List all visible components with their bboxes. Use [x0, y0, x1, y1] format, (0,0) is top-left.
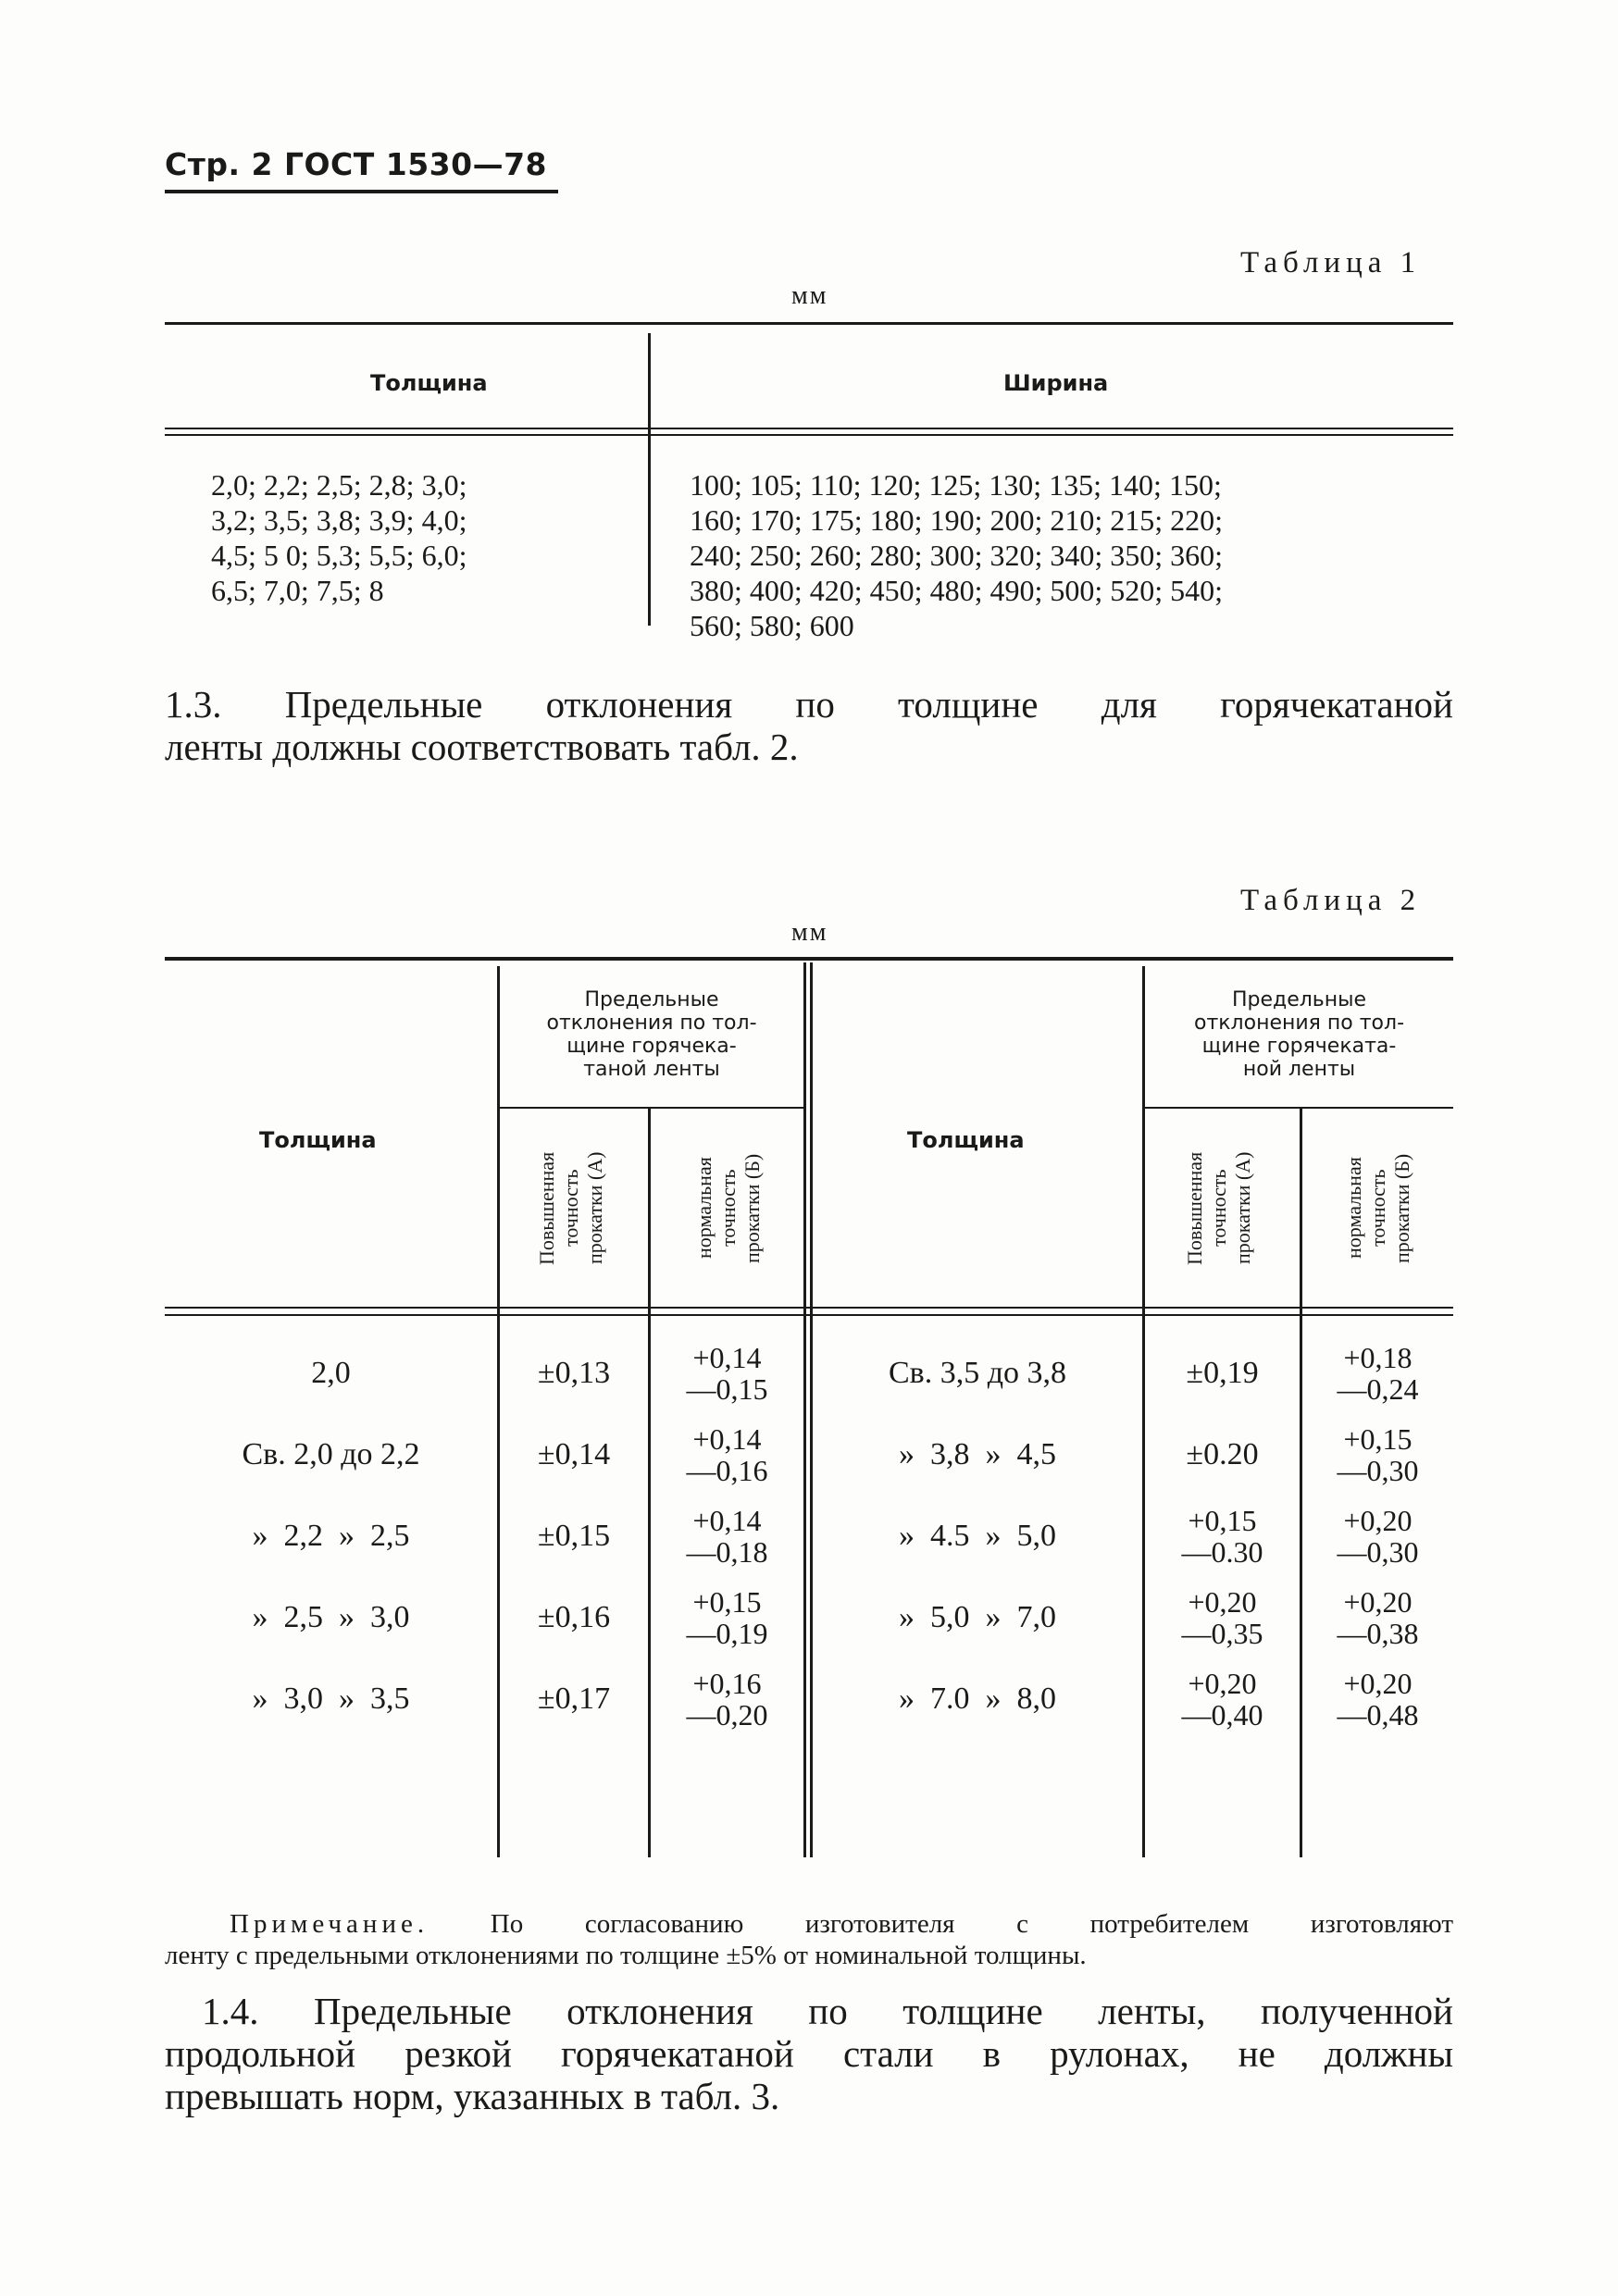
table2-cell-b-plus: +0,14	[692, 1422, 762, 1456]
table2-cell-b	[1302, 1423, 1453, 1505]
paragraph-1-4-line: продольной резкой горячекатаной стали в рулонах, не должны	[165, 2032, 1453, 2075]
table2-header-thickness-right: Толщина	[907, 1127, 1025, 1153]
table1-width-line: 380; 400; 420; 450; 480; 490; 500; 520; 540;	[690, 574, 1224, 607]
table2-right-b-column	[1302, 1342, 1453, 1749]
table1-top-rule	[165, 322, 1453, 325]
table2-cell-b	[1302, 1668, 1453, 1749]
table2-group-rule	[500, 1107, 803, 1109]
table2-header-rule-b	[165, 1314, 1453, 1316]
table2-left-b-column	[651, 1342, 803, 1749]
table2-left-a-column	[500, 1333, 648, 1740]
table2-unit: мм	[791, 918, 828, 947]
table2-cell-b	[651, 1423, 803, 1505]
table2-cell-b-minus: —0,38	[1337, 1617, 1419, 1650]
table2-cell-b	[651, 1342, 803, 1423]
paragraph-1-4-line: превышать норм, указанных в табл. 3.	[165, 2075, 780, 2117]
table1-width-values	[690, 467, 1223, 643]
table2-group-header-right: Предельные отклонения по тол- щине горячеката- ной ленты	[1193, 988, 1405, 1081]
header-rule	[165, 190, 558, 193]
table2-cell-a: ±0,16	[537, 1600, 611, 1634]
table2-cell-thickness: » 4.5 » 5,0	[899, 1519, 1056, 1553]
table2-cell-b-plus: +0,16	[692, 1667, 762, 1700]
table2-subheader-a-right: Повышенная точность прокатки (А)	[1183, 1151, 1254, 1265]
table2-cell-b-minus: —0,30	[1337, 1454, 1419, 1487]
table2-subheader-a-left: Повышенная точность прокатки (А)	[535, 1151, 606, 1265]
table2-cell-b	[1302, 1342, 1453, 1423]
table2-cell-a-plus: +0,15	[1188, 1504, 1257, 1537]
table1-unit: мм	[791, 281, 828, 310]
table2-cell-b-minus: —0,15	[686, 1372, 768, 1406]
paragraph-1-4-line: 1.4. Предельные отклонения по толщине ленты, полученной	[202, 1990, 1453, 2032]
table2-cell-a-minus: —0,40	[1181, 1698, 1263, 1731]
paragraph-1-3	[165, 683, 1453, 768]
table2-cell-a	[1145, 1577, 1300, 1658]
table2-cell-thickness: » 3,0 » 3,5	[252, 1682, 410, 1716]
table2-cell-b-plus: +0,20	[1343, 1585, 1413, 1619]
table2-cell-b	[651, 1668, 803, 1749]
note-line: ленту с предельными отклонениями по толщине ±5% от номинальной толщины.	[165, 1941, 1087, 1970]
table1-header-rule-a	[165, 428, 1453, 429]
table1-caption: Таблица 1	[1240, 246, 1422, 279]
table1-width-line: 240; 250; 260; 280; 300; 320; 340; 350; 360;	[690, 539, 1224, 572]
table2-cell-b-minus: —0,24	[1337, 1372, 1419, 1406]
table2-subheader-b-left: нормальная точность прокатки (Б)	[692, 1153, 764, 1263]
table2-right-a-column	[1145, 1333, 1300, 1740]
table2-group-header-left: Предельные отклонения по тол- щине горячека- таной ленты	[546, 988, 757, 1081]
table1-thickness-line: 3,2; 3,5; 3,8; 3,9; 4,0;	[211, 503, 467, 537]
table2-cell-thickness: » 3,8 » 4,5	[899, 1437, 1056, 1471]
table2-vline	[803, 962, 806, 1857]
table2-cell-thickness: 2,0	[311, 1356, 351, 1390]
table2-cell-thickness: » 2,5 » 3,0	[252, 1600, 410, 1634]
table1-header-rule-b	[165, 434, 1453, 436]
table2-cell-thickness: Св. 3,5 до 3,8	[888, 1356, 1067, 1390]
table2-cell-a-minus: —0,35	[1181, 1617, 1263, 1650]
table2-cell-b	[1302, 1505, 1453, 1586]
table2-cell-thickness: » 7.0 » 8,0	[899, 1682, 1056, 1716]
table1-width-line: 560; 580; 600	[690, 609, 854, 642]
table2-cell-b-minus: —0,18	[686, 1535, 768, 1569]
paragraph-1-4	[165, 1990, 1453, 2117]
table2-cell-b-minus: —0,48	[1337, 1698, 1419, 1731]
note-text: По согласованию изготовителя с потребителем изготовляют	[490, 1909, 1453, 1939]
table2-group-rule	[1145, 1107, 1453, 1109]
table2-cell-a: ±0,15	[537, 1519, 611, 1553]
table1-header-thickness: Толщина	[370, 370, 488, 396]
table2-cell-b-minus: —0,20	[686, 1698, 768, 1731]
table2-cell-b	[651, 1586, 803, 1668]
table2-cell-b-plus: +0,14	[692, 1504, 762, 1537]
table2-cell-a: ±0,19	[1186, 1356, 1259, 1390]
table2-cell-b-plus: +0,20	[1343, 1504, 1413, 1537]
table2-caption: Таблица 2	[1240, 884, 1422, 917]
table2-subheader-b-right: нормальная точность прокатки (Б)	[1342, 1153, 1413, 1263]
table2-cell-thickness: » 2,2 » 2,5	[252, 1519, 410, 1553]
paragraph-1-3-line: ленты должны соответствовать табл. 2.	[165, 726, 799, 768]
table2-left-thickness-column	[165, 1333, 497, 1740]
table2-cell-a: ±0,13	[537, 1356, 611, 1390]
table2-cell-thickness: » 5,0 » 7,0	[899, 1600, 1056, 1634]
table2-top-rule	[165, 957, 1453, 961]
table2-cell-a: ±0,17	[537, 1682, 611, 1716]
table1-header-width: Ширина	[1003, 370, 1109, 396]
table2-cell-b-minus: —0,16	[686, 1454, 768, 1487]
table2-header-rule-a	[165, 1307, 1453, 1309]
note-label: Примечание.	[230, 1909, 429, 1939]
table1-thickness-line: 2,0; 2,2; 2,5; 2,8; 3,0;	[211, 468, 467, 502]
table2-cell-b-plus: +0,15	[1343, 1422, 1413, 1456]
table1-thickness-line: 4,5; 5 0; 5,3; 5,5; 6,0;	[211, 539, 467, 572]
table2-cell-b-plus: +0,18	[1343, 1341, 1413, 1374]
note-line	[165, 1908, 1453, 1940]
table2-cell-b-plus: +0,20	[1343, 1667, 1413, 1700]
table1-divider	[648, 333, 651, 626]
table2-right-thickness-column	[813, 1333, 1142, 1740]
table2-cell-b	[651, 1505, 803, 1586]
table2-cell-a	[1145, 1658, 1300, 1740]
table2-cell-a-plus: +0,20	[1188, 1667, 1257, 1700]
table2-cell-b	[1302, 1586, 1453, 1668]
paragraph-1-3-line: 1.3. Предельные отклонения по толщине для горячекатаной	[165, 683, 1453, 726]
table2-cell-b-minus: —0,30	[1337, 1535, 1419, 1569]
table1-width-line: 160; 170; 175; 180; 190; 200; 210; 215; 220;	[690, 503, 1224, 537]
table2-cell-b-plus: +0,15	[692, 1585, 762, 1619]
table2-cell-a: ±0,14	[537, 1437, 611, 1471]
table2-cell-a	[1145, 1496, 1300, 1577]
table2-cell-thickness: Св. 2,0 до 2,2	[242, 1437, 420, 1471]
table2-cell-b-minus: —0,19	[686, 1617, 768, 1650]
table2-cell-b-plus: +0,14	[692, 1341, 762, 1374]
table2-cell-a-plus: +0,20	[1188, 1585, 1257, 1619]
table2-cell-a: ±0.20	[1186, 1437, 1259, 1471]
table2-header-thickness-left: Толщина	[259, 1127, 377, 1153]
table1-width-line: 100; 105; 110; 120; 125; 130; 135; 140; 150;	[690, 468, 1222, 502]
table1-thickness-line: 6,5; 7,0; 7,5; 8	[211, 574, 384, 607]
table1-thickness-values	[211, 467, 467, 608]
table2-note	[165, 1908, 1453, 1971]
table2-cell-a-minus: —0.30	[1181, 1535, 1263, 1569]
page-header: Стр. 2 ГОСТ 1530—78	[165, 146, 548, 182]
